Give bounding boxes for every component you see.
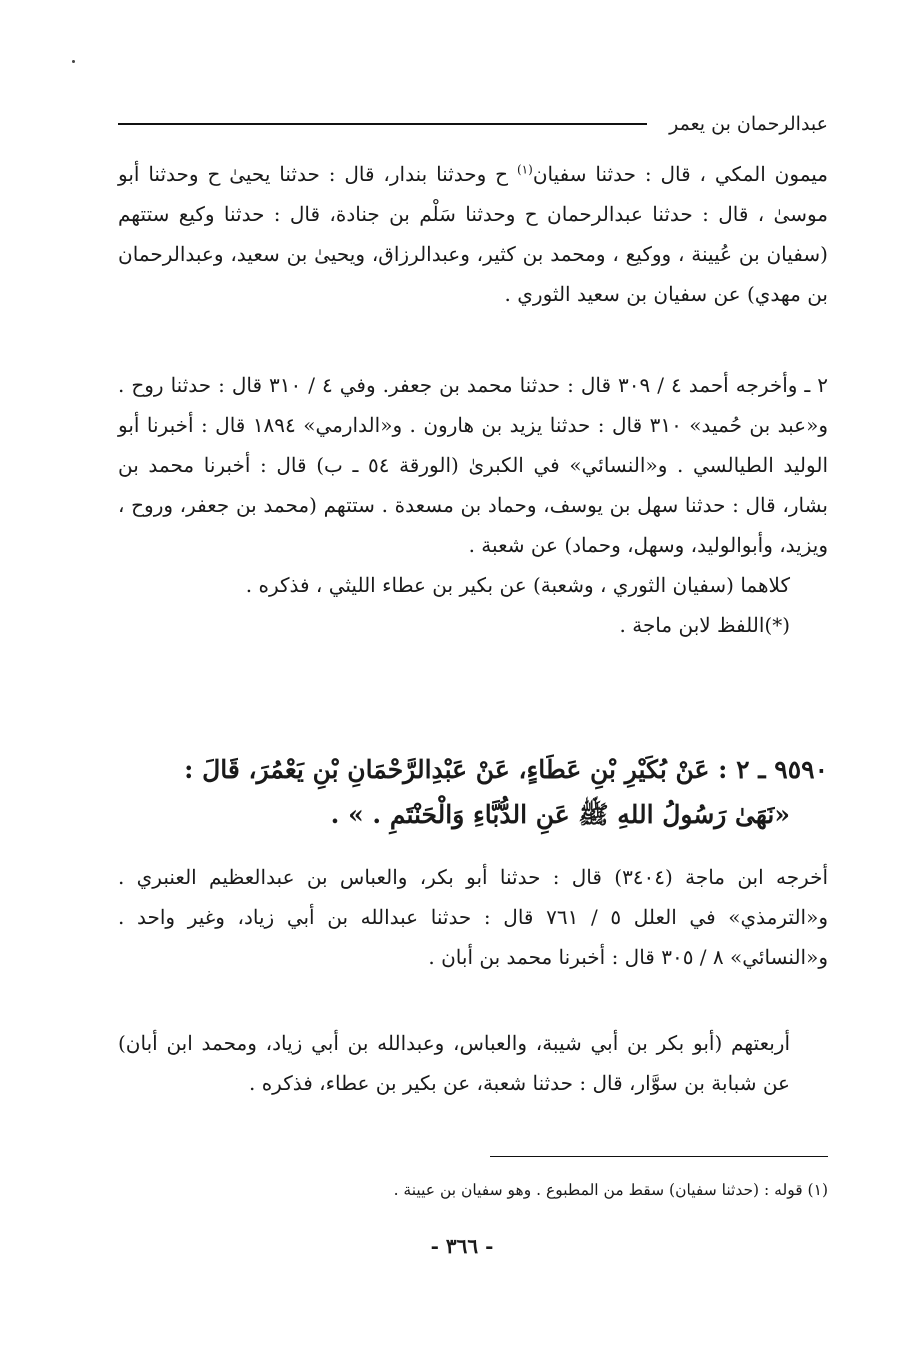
scan-speck bbox=[72, 60, 75, 63]
footnote-rule bbox=[490, 1156, 828, 1157]
para3: كلاهما (سفيان الثوري ، وشعبة) عن بكير بن عطاء الليثي ، فذكره . bbox=[245, 573, 790, 597]
paragraph-takhrij bbox=[118, 857, 828, 977]
page-number: - ٣٦٦ - bbox=[430, 1234, 494, 1258]
para1-text-b: ح وحدثنا بندار، قال : حدثنا يحيىٰ ح وحدثنا أبو موسىٰ ، قال : حدثنا عبدالرحمان ح وحدثنا سَلْم بن جنادة، قال : حدثنا وكيع ستتهم (سفيان بن عُيينة ، ووكيع ، ومحمد بن كثير، وعبدالرزاق، ويحيىٰ بن سعيد، وعبدالرحمان بن مهدي) عن سفيان بن سعيد الثوري . bbox=[118, 162, 828, 306]
running-header bbox=[118, 104, 828, 144]
hadith-matn bbox=[118, 747, 828, 837]
paragraph-chain-1 bbox=[118, 154, 828, 314]
para5: أخرجه ابن ماجة (٣٤٠٤) قال : حدثنا أبو بكر، والعباس بن عبدالعظيم العنبري . و«الترمذي» في العلل ٥ / ٧٦١ قال : حدثنا عبدالله بن أبي زياد، وغير واحد . و«النسائي» ٨ / ٣٠٥ قال : أخبرنا محمد بن أبان . bbox=[118, 865, 829, 969]
para4-lafz-note: (*)اللفظ لابن ماجة . bbox=[619, 613, 790, 637]
para1-text-a: ميمون المكي ، قال : حدثنا سفيان bbox=[532, 162, 828, 186]
para2: ٢ ـ وأخرجه أحمد ٤ / ٣٠٩ قال : حدثنا محمد بن جعفر. وفي ٤ / ٣١٠ قال : حدثنا روح . و«عبد بن حُميد» ٣١٠ قال : حدثنا يزيد بن هارون . و«الدارمي» ١٨٩٤ قال : أخبرنا أبو الوليد الطيالسي . و«النسائي» في الكبرىٰ (الورقة ٥٤ ـ ب) قال : أخبرنا محمد بن بشار، قال : حدثنا سهل بن يوسف، وحماد بن مسعدة . ستتهم (محمد بن جعفر، وروح ، ويزيد، وأبوالوليد، وسهل، وحماد) عن شعبة . bbox=[118, 373, 829, 557]
hadith-line-2: «نَهَىٰ رَسُولُ اللهِ ﷺ عَنِ الدُّبَّاءِ وَالْحَنْتَمِ . » . bbox=[330, 800, 790, 829]
hadith-line-1: ٩٥٩٠ ـ ٢ : عَنْ بُكَيْرِ بْنِ عَطَاءٍ، عَنْ عَبْدِالرَّحْمَانِ بْنِ يَعْمُرَ، قَالَ : bbox=[184, 755, 828, 784]
footnote-ref[interactable]: (١) bbox=[516, 162, 533, 177]
paragraph-summary bbox=[118, 1023, 828, 1103]
para6: أربعتهم (أبو بكر بن أبي شيبة، والعباس، وعبدالله بن أبي زياد، ومحمد ابن أبان) عن شبابة بن سوَّار، قال : حدثنا شعبة، عن بكير بن عطاء، فذكره . bbox=[118, 1031, 790, 1095]
running-title: عبدالرحمان بن يعمر bbox=[669, 113, 828, 135]
paragraph-chain-2 bbox=[118, 365, 828, 645]
footnote: (١) قوله : (حدثنا سفيان) سقط من المطبوع . وهو سفيان بن عيينة . bbox=[393, 1181, 828, 1199]
header-rule bbox=[118, 123, 647, 125]
